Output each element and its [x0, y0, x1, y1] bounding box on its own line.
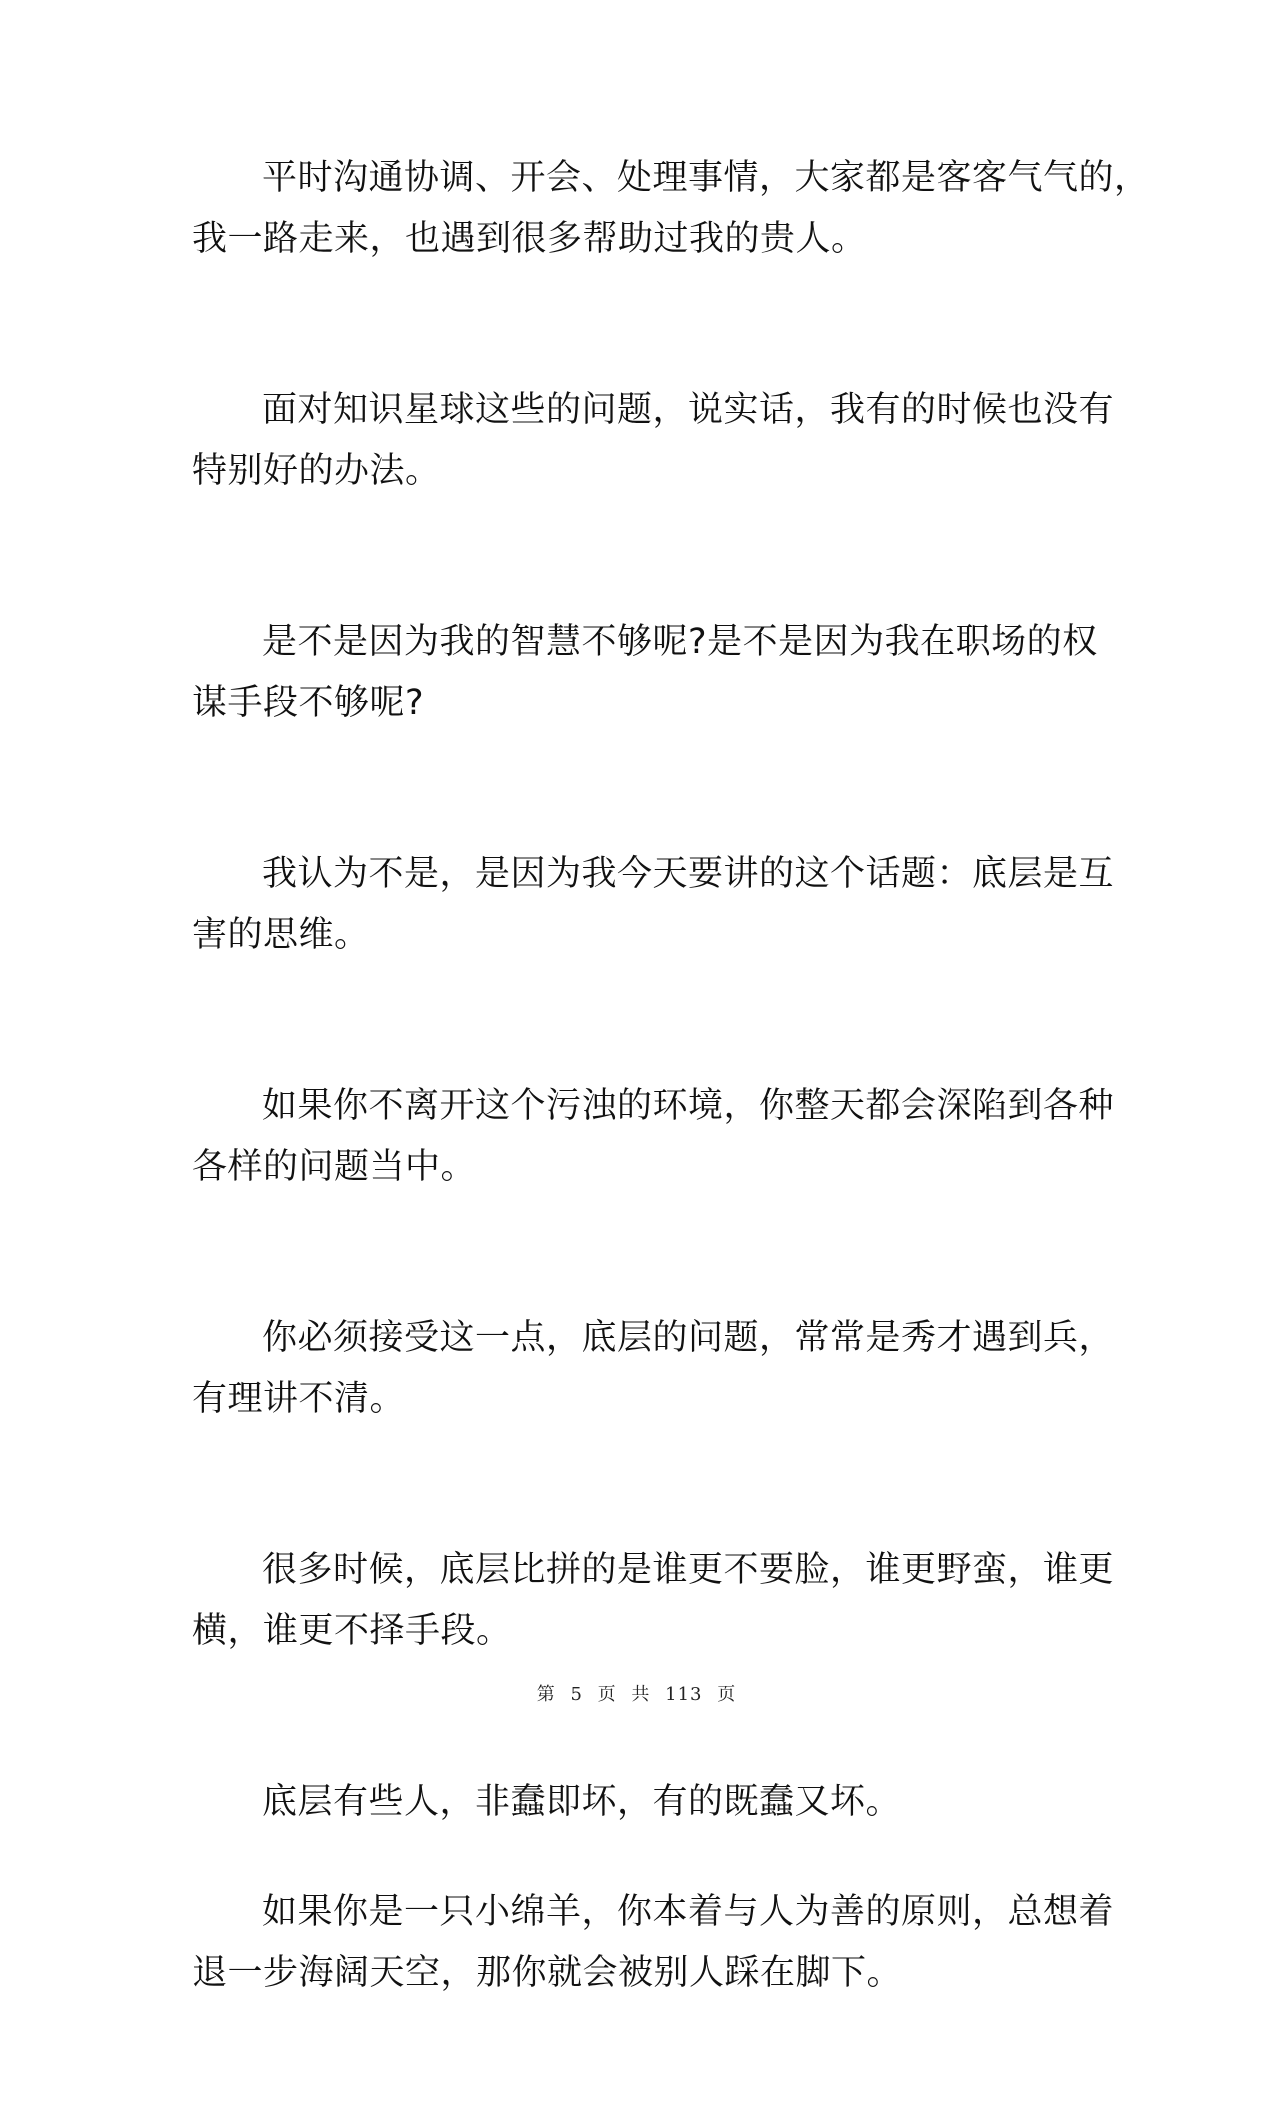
paragraph-line: 很多时候，底层比拼的是谁更不要脸，谁更野蛮，谁更 — [262, 1550, 1115, 1590]
current-page-number: 5 — [570, 1684, 583, 1705]
paragraph-line: 是不是因为我的智慧不够呢?是不是因为我在职场的权 — [262, 622, 1098, 662]
paragraph-line: 面对知识星球这些的问题，说实话，我有的时候也没有 — [262, 390, 1115, 430]
paragraph — [192, 1308, 1115, 1430]
paragraph-line: 我一路走来，也遇到很多帮助过我的贵人。 — [192, 219, 867, 259]
paragraph — [192, 844, 1115, 966]
total-page-count: 113 — [665, 1684, 703, 1705]
paragraph — [192, 1772, 1092, 1833]
page-number-footer — [0, 1680, 1273, 1706]
document-body — [192, 148, 1150, 2114]
paragraph-line: 平时沟通协调、开会、处理事情，大家都是客客气气的， — [262, 158, 1150, 198]
paragraph-line: 横，谁更不择手段。 — [192, 1611, 512, 1651]
paragraph-line: 谋手段不够呢? — [192, 683, 425, 723]
footer-prefix: 第 — [536, 1684, 556, 1705]
footer-suffix: 页 — [717, 1684, 737, 1705]
paragraph-line: 你必须接受这一点，底层的问题，常常是秀才遇到兵， — [262, 1318, 1115, 1358]
footer-total-word: 共 — [631, 1684, 651, 1705]
paragraph-line: 退一步海阔天空，那你就会被别人踩在脚下。 — [192, 1953, 903, 1993]
paragraph-line: 特别好的办法。 — [192, 451, 441, 491]
paragraph — [192, 148, 1150, 270]
paragraph-line: 有理讲不清。 — [192, 1379, 406, 1419]
paragraph — [192, 1076, 1115, 1198]
paragraph — [192, 612, 1098, 734]
paragraph-line: 底层有些人，非蠢即坏，有的既蠢又坏。 — [262, 1782, 902, 1822]
paragraph — [192, 1882, 1115, 2004]
paragraph — [192, 380, 1115, 502]
paragraph-line: 如果你不离开这个污浊的环境，你整天都会深陷到各种 — [262, 1086, 1115, 1126]
paragraph-line: 如果你是一只小绵羊，你本着与人为善的原则，总想着 — [262, 1892, 1115, 1932]
paragraph — [192, 1540, 1115, 1662]
paragraph-line: 我认为不是，是因为我今天要讲的这个话题：底层是互 — [262, 854, 1115, 894]
paragraph-line: 害的思维。 — [192, 915, 370, 955]
paragraph-line: 各样的问题当中。 — [192, 1147, 477, 1187]
footer-page-word: 页 — [597, 1684, 617, 1705]
